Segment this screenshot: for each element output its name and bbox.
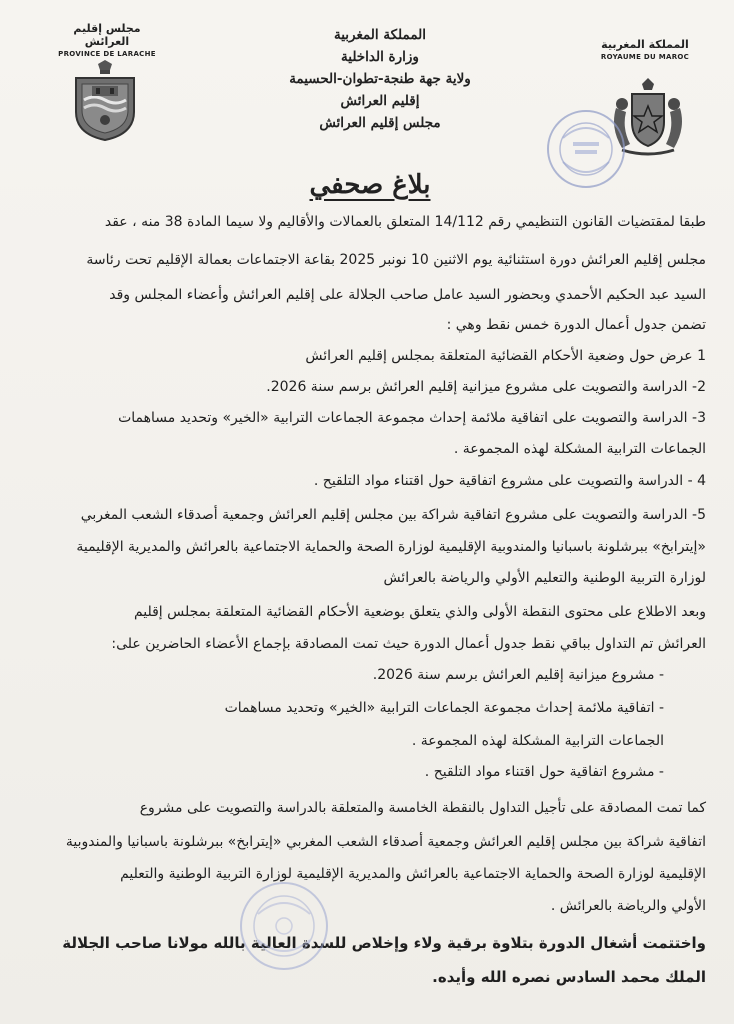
body-line: 1 عرض حول وضعية الأحكام القضائية المتعلقة بمجلس إقليم العرائش bbox=[305, 348, 706, 364]
header-center-line: وزارة الداخلية bbox=[341, 49, 419, 65]
body-line: الجماعات الترابية المشكلة لهذه المجموعة . bbox=[453, 441, 706, 457]
header-center-line: المملكة المغربية bbox=[333, 27, 427, 43]
body-line: لوزارة التربية الوطنية والتعليم الأولي والرياضة بالعرائش bbox=[383, 570, 706, 586]
header-right-arabic: المملكة المغربية bbox=[601, 38, 689, 51]
header-center-block bbox=[270, 24, 490, 134]
header-center-line: مجلس إقليم العرائش bbox=[319, 115, 441, 131]
list-item: الجماعات الترابية المشكلة لهذه المجموعة . bbox=[411, 733, 664, 749]
council-stamp-icon bbox=[545, 108, 627, 190]
body-line: العرائش تم التداول بباقي نقط جدول أعمال الدورة حيث تمت المصادقة بإجماع الأعضاء الحاضرين على: bbox=[111, 636, 706, 652]
header-right-block bbox=[590, 38, 700, 61]
official-stamp-icon bbox=[238, 880, 330, 972]
body-line: كما تمت المصادقة على تأجيل التداول بالنقطة الخامسة والمتعلقة بالدراسة والتصويت على مشروع bbox=[139, 800, 706, 816]
header-left-arabic: مجلس إقليم العرائش bbox=[73, 22, 141, 48]
header-left-french: PROVINCE DE LARACHE bbox=[58, 50, 156, 58]
header-right-french: ROYAUME DU MAROC bbox=[600, 53, 690, 61]
body-line: 3- الدراسة والتصويت على اتفاقية ملائمة إحداث مجموعة الجماعات الترابية «الخير» وتحديد مساهمات bbox=[118, 410, 706, 426]
body-line: الأولي والرياضة بالعرائش . bbox=[550, 898, 706, 914]
list-item: - اتفاقية ملائمة إحداث مجموعة الجماعات الترابية «الخير» وتحديد مساهمات bbox=[224, 700, 664, 716]
body-line: «إيترابخ» ببرشلونة باسبانيا والمندوبية الإقليمية لوزارة الصحة والحماية الاجتماعية بالعرائش والمديرية الإقليمية bbox=[76, 539, 706, 555]
header-center-line: ولاية جهة طنجة-تطوان-الحسيمة bbox=[289, 71, 471, 87]
body-line: مجلس إقليم العرائش دورة استثنائية يوم الاثنين 10 نونبر 2025 بقاعة الاجتماعات بعمالة الإقليم تحت رئاسة bbox=[86, 252, 706, 268]
list-item: - مشروع اتفاقية حول اقتناء مواد التلقيح . bbox=[424, 764, 664, 780]
body-line: الإقليمية لوزارة الصحة والحماية الاجتماعية بالعرائش والمديرية الإقليمية لوزارة التربية الوطنية والتعليم bbox=[120, 866, 706, 882]
body-line: 4 - الدراسة والتصويت على مشروع اتفاقية حول اقتناء مواد التلقيح . bbox=[313, 473, 706, 489]
page-title: بلاغ صحفي bbox=[309, 170, 431, 200]
body-line: السيد عبد الحكيم الأحمدي وبحضور السيد عامل صاحب الجلالة على إقليم العرائش وأعضاء المجلس وقد bbox=[109, 287, 706, 303]
body-line: 5- الدراسة والتصويت على مشروع اتفاقية شراكة بين مجلس إقليم العرائش وجمعية أصدقاء الشعب المغربي bbox=[80, 507, 706, 523]
body-line: تضمن جدول أعمال الدورة خمس نقط وهي : bbox=[446, 317, 706, 333]
closing-line: الملك محمد السادس نصره الله وأيده. bbox=[432, 968, 706, 986]
body-line: وبعد الاطلاع على محتوى النقطة الأولى والذي يتعلق بوضعية الأحكام القضائية المتعلقة بمجلس إقليم bbox=[133, 604, 706, 620]
body-line: طبقا لمقتضيات القانون التنظيمي رقم 14/112 المتعلق بالعمالات والأقاليم ولا سيما المادة 38 منه ، عقد bbox=[104, 214, 706, 230]
closing-line: واختتمت أشغال الدورة بتلاوة برقية ولاء وإخلاص للسدة العالية بالله مولانا صاحب الجلالة bbox=[62, 934, 706, 952]
body-line: 2- الدراسة والتصويت على مشروع ميزانية إقليم العرائش برسم سنة 2026. bbox=[266, 379, 706, 395]
larache-coat-of-arms-icon bbox=[70, 60, 140, 142]
header-center-line: إقليم العرائش bbox=[340, 93, 420, 109]
header-left-block bbox=[52, 22, 162, 58]
list-item: - مشروع ميزانية إقليم العرائش برسم سنة 2026. bbox=[372, 667, 664, 683]
body-line: اتفاقية شراكة بين مجلس إقليم العرائش وجمعية أصدقاء الشعب المغربي «إيترابخ» ببرشلونة باسبانيا والمندوبية bbox=[65, 834, 706, 850]
